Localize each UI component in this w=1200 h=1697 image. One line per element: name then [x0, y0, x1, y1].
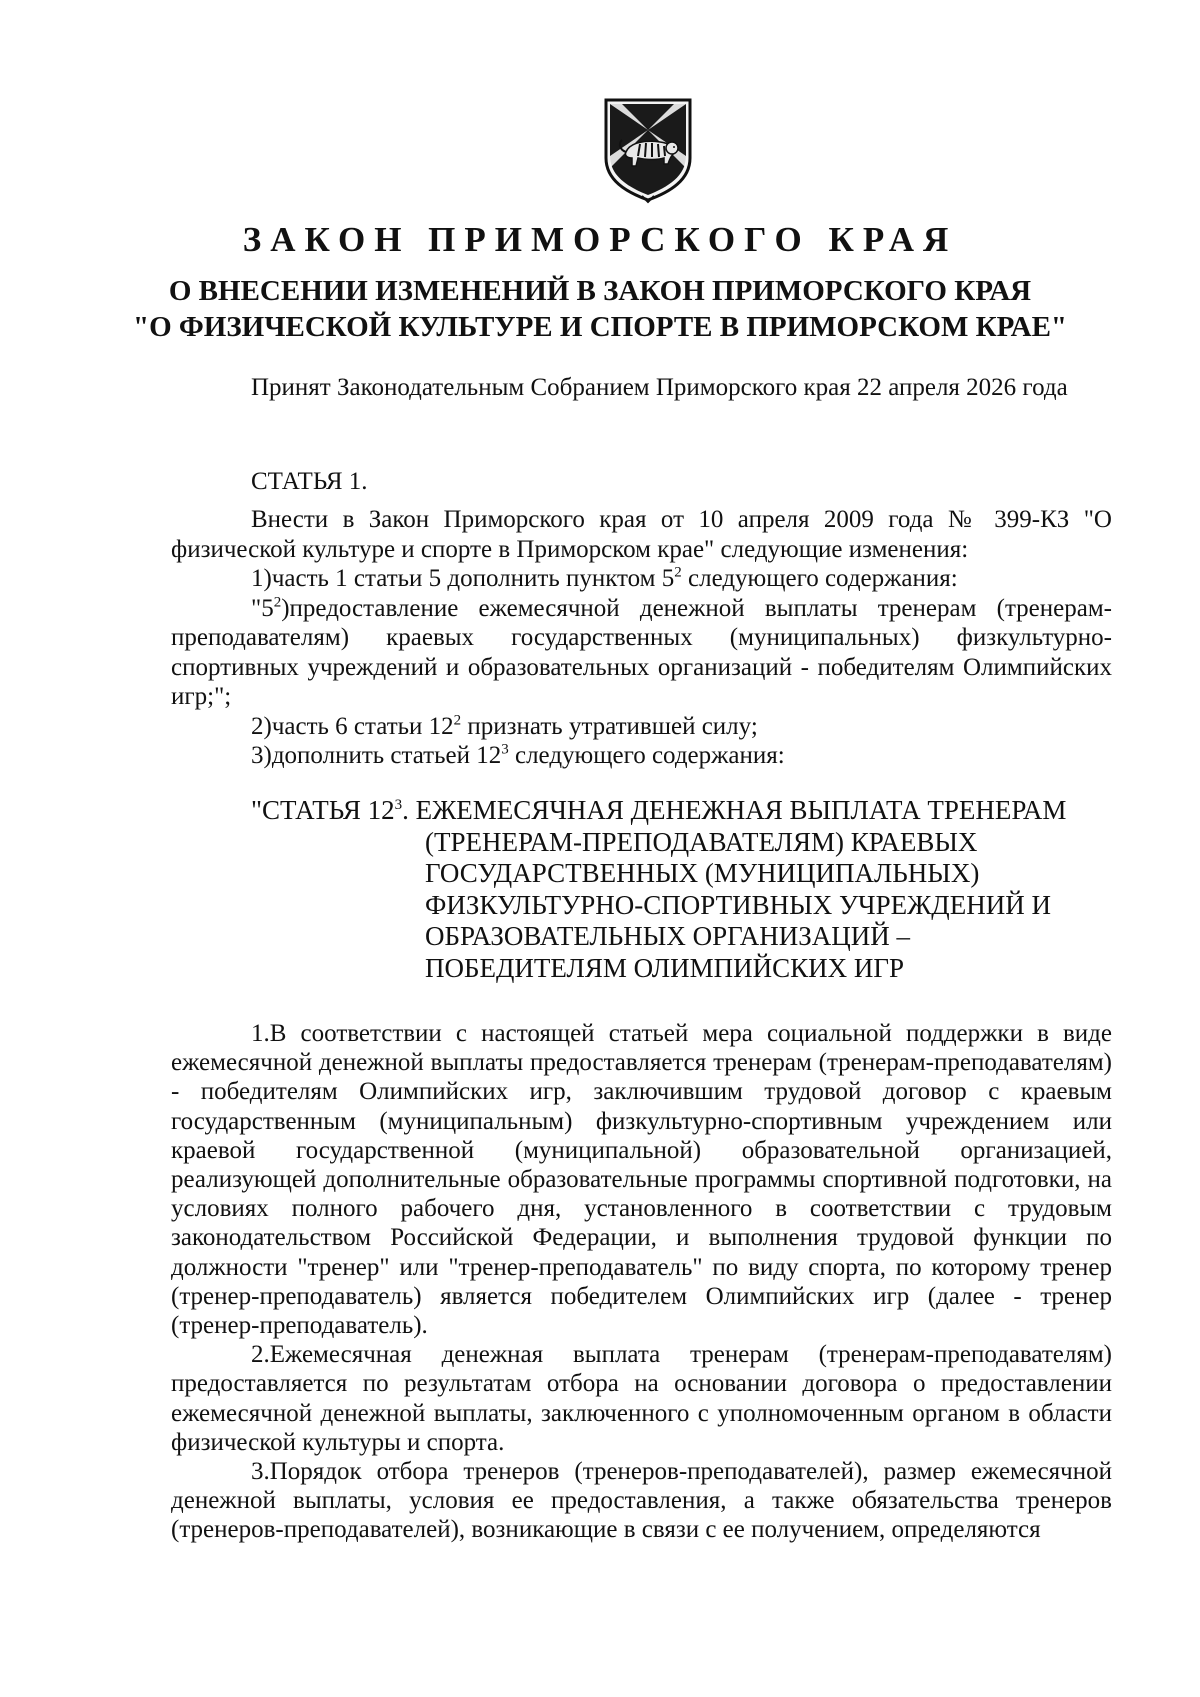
law-title: ЗАКОН ПРИМОРСКОГО КРАЯ [242, 220, 958, 259]
article-1-intro: Внести в Закон Приморского края от 10 апреля 2009 года № 399-КЗ "О физической культуре и спорте в Приморском крае" следующие изменения: [171, 506, 1112, 563]
superscript: 2 [273, 594, 282, 611]
article-12-3-paragraph-3: 3.Порядок отбора тренеров (тренеров-преподавателей), размер ежемесячной денежной выплаты, условия ее предоставления, а также обязательства тренеров (тренеров-преподавателей), возникающие в связи с ее получением, определяются [171, 1458, 1112, 1544]
amendment-item-2-text: 2)часть 6 статьи 12 [251, 712, 454, 740]
article-12-3-heading [251, 795, 1066, 984]
law-subtitle-line-2: "О ФИЗИЧЕСКОЙ КУЛЬТУРЕ И СПОРТЕ В ПРИМОРСКОМ КРАЕ" [132, 311, 1068, 343]
article-12-3-body [171, 1019, 1112, 1545]
amendment-item-3-text: 3)дополнить статьей 12 [251, 742, 502, 769]
superscript: 2 [453, 712, 462, 729]
article-12-3-heading-line-2: (ТРЕНЕРАМ-ПРЕПОДАВАТЕЛЯМ) КРАЕВЫХ [425, 826, 978, 857]
article-12-3-heading-line-6: ПОБЕДИТЕЛЯМ ОЛИМПИЙСКИХ ИГР [425, 952, 904, 983]
article-12-3-heading-line-1 [251, 795, 1066, 827]
law-subtitle [0, 273, 1200, 345]
heading-line-1: . ЕЖЕМЕСЯЧНАЯ ДЕНЕЖНАЯ ВЫПЛАТА ТРЕНЕРАМ [402, 795, 1067, 825]
amendment-item-3 [171, 741, 1112, 771]
coat-of-arms-icon [602, 96, 694, 204]
article-12-3-heading-line-4: ФИЗКУЛЬТУРНО-СПОРТИВНЫХ УЧРЕЖДЕНИЙ И [425, 889, 1051, 920]
article-12-3-paragraph-1: 1.В соответствии с настоящей статьей мера социальной поддержки в виде ежемесячной денежной выплаты предоставляется тренерам (тренерам-преподавателям) - победителям Олимпийских игр, заключившим трудовой договор с краевым государственным (муниципальным) физкультурно-спортивным учреждением или краевой государственной (муниципальной) образовательной организацией, реализующей дополнительные образовательные программы спортивной подготовки, на условиях полного рабочего дня, установленного в соответствии с трудовым законодательством Российской Федерации, и выполнения трудовой функции по должности "тренер" или "тренер-преподаватель" по виду спорта, по которому тренер (тренер-преподаватель) является победителем Олимпийских игр (далее - тренер (тренер-преподаватель). [171, 1020, 1112, 1340]
amendment-item-2-tail: признать утратившей силу; [461, 712, 758, 740]
superscript: 2 [674, 564, 682, 581]
amendment-item-1 [171, 564, 1112, 594]
quote-start: "5 [251, 594, 274, 622]
amendment-item-1-tail: следующего содержания: [681, 565, 958, 592]
amendment-item-1-text: 1)часть 1 статьи 5 дополнить пунктом 5 [251, 565, 675, 592]
amendment-item-1-quote [171, 594, 1112, 712]
article-12-3-heading-line-3: ГОСУДАРСТВЕННЫХ (МУНИЦИПАЛЬНЫХ) [425, 858, 980, 888]
superscript: 3 [501, 741, 509, 758]
amendment-item-3-tail: следующего содержания: [508, 742, 785, 769]
article-1-heading: СТАТЬЯ 1. [251, 468, 368, 495]
superscript: 3 [394, 797, 403, 813]
law-subtitle-line-1: О ВНЕСЕНИИ ИЗМЕНЕНИЙ В ЗАКОН ПРИМОРСКОГО КРАЯ [168, 275, 1032, 307]
adoption-note: Принят Законодательным Собранием Приморского края 22 апреля 2026 года [251, 374, 1068, 401]
amendment-item-2 [171, 712, 1112, 742]
article-12-3-paragraph-2: 2.Ежемесячная денежная выплата тренерам (тренерам-преподавателям) предоставляется по результатам отбора на основании договора о предоставлении ежемесячной денежной выплаты, заключенного с уполномоченным органом в области физической культуры и спорта. [171, 1341, 1112, 1456]
article-1-body [171, 505, 1112, 771]
article-12-3-heading-line-5: ОБРАЗОВАТЕЛЬНЫХ ОРГАНИЗАЦИЙ – [425, 921, 911, 951]
heading-prefix: "СТАТЬЯ 12 [251, 795, 395, 825]
quote-text: )предоставление ежемесячной денежной выплаты тренерам (тренерам-преподавателям) краевых государственных (муниципальных) физкультурно-спортивных учреждений и образовательных организаций - победителям Олимпийских игр;"; [171, 594, 1112, 710]
